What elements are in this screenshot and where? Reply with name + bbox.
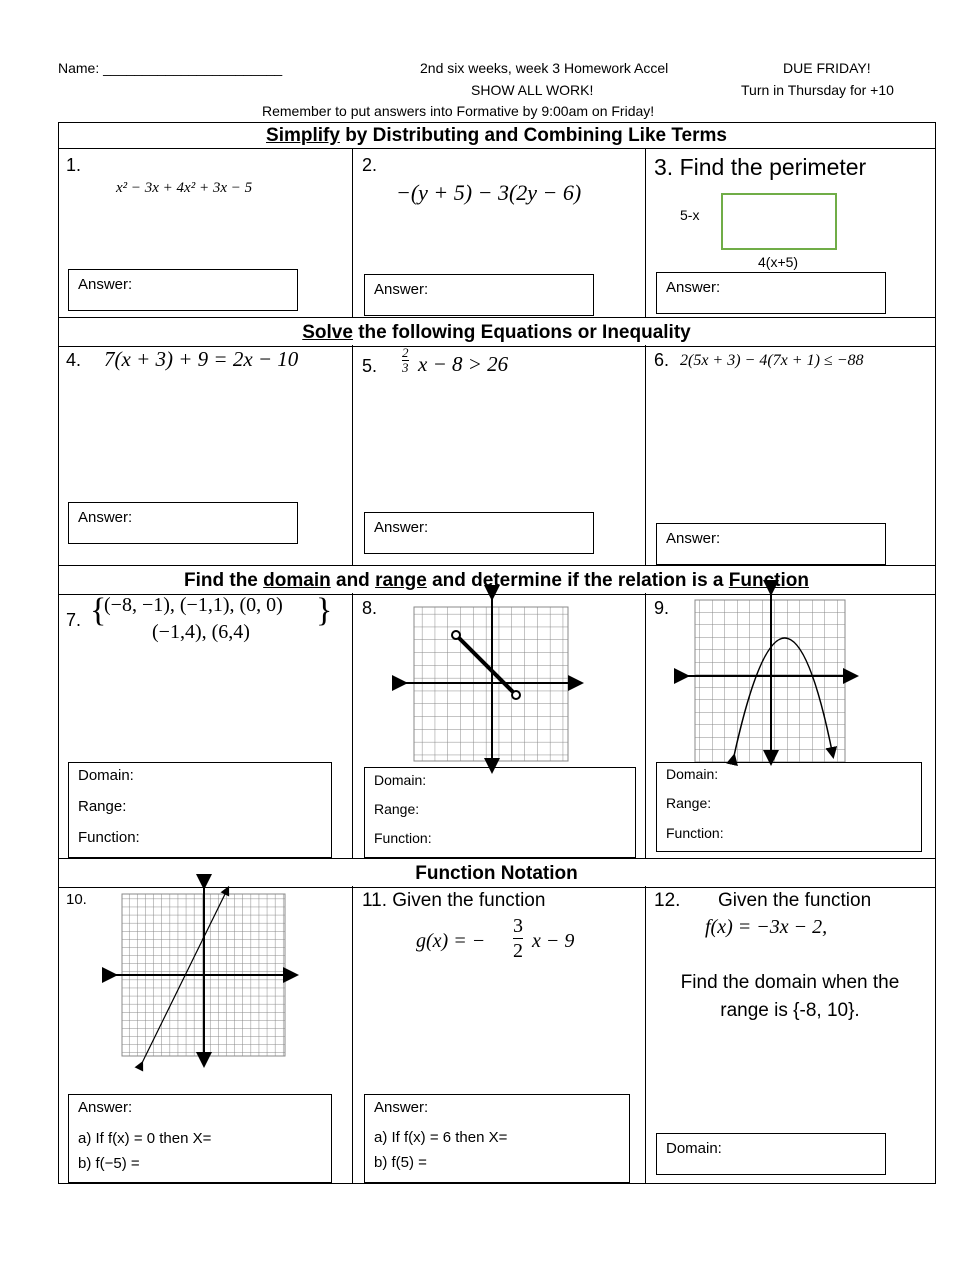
problem-5-expression: x − 8 > 26: [418, 352, 509, 376]
problem-2-number: 2.: [362, 155, 378, 175]
domain-range-box-8[interactable]: Domain: Range: Function:: [364, 767, 636, 858]
problem-7-number: 7.: [66, 610, 82, 630]
open-point: [512, 691, 520, 699]
answer-box-1[interactable]: Answer:: [68, 269, 298, 311]
answer-box-11[interactable]: Answer: a) If f(x) = 6 then X= b) f(5) =: [364, 1094, 630, 1183]
graph-10: [114, 886, 295, 1064]
problem-3-text: 3. Find the perimeter: [654, 154, 867, 180]
problem-6-expression: 2(5x + 3) − 4(7x + 1) ≤ −88: [680, 352, 864, 369]
problem-4-expression: 7(x + 3) + 9 = 2x − 10: [104, 347, 299, 371]
answer-box-3[interactable]: Answer:: [656, 272, 886, 314]
domain-range-box-7[interactable]: Domain: Range: Function:: [68, 762, 332, 858]
problem-12-question-2: range is {-8, 10}.: [720, 1000, 860, 1021]
problem-9-number: 9.: [654, 598, 670, 618]
relation-line-1: (−8, −1), (−1,1), (0, 0): [104, 594, 283, 616]
problem-6-number: 6.: [654, 350, 670, 370]
g-lhs: g(x) = −: [416, 930, 486, 952]
problem-1-expression: x² − 3x + 4x² + 3x − 5: [116, 180, 253, 196]
reminder: Remember to put answers into Formative by 9:00am on Friday!: [262, 103, 655, 119]
relation-line-2: (−1,4), (6,4): [152, 621, 250, 643]
problem-2-expression: −(y + 5) − 3(2y − 6): [396, 180, 582, 205]
answer-box-5[interactable]: Answer:: [364, 512, 594, 554]
domain-box-12[interactable]: Domain:: [656, 1133, 886, 1175]
section-simplify: Simplify by Distributing and Combining Like Terms: [266, 125, 727, 146]
problem-8-number: 8.: [362, 598, 378, 618]
section-domain-range: Find the domain and range and determine if the relation is a Function: [58, 565, 935, 595]
title: 2nd six weeks, week 3 Homework Accel: [420, 60, 669, 76]
answer-box-4[interactable]: Answer:: [68, 502, 298, 544]
answer-box-2[interactable]: Answer:: [364, 274, 594, 316]
answer-box-6[interactable]: Answer:: [656, 523, 886, 565]
problem-12-number: 12.: [654, 890, 681, 911]
problem-5-number: 5.: [362, 356, 378, 376]
right-brace: }: [316, 592, 333, 629]
bonus: Turn in Thursday for +10: [741, 82, 894, 98]
rect-side-label: 5-x: [680, 207, 700, 223]
problem-11-text: 11. Given the function: [362, 890, 546, 911]
answer-box-10[interactable]: Answer: a) If f(x) = 0 then X= b) f(−5) =: [68, 1094, 332, 1183]
problem-12-question-1: Find the domain when the: [680, 972, 900, 993]
section-solve: Solve the following Equations or Inequality: [58, 317, 935, 347]
left-brace: {: [90, 592, 107, 629]
problem-10-number: 10.: [66, 891, 87, 908]
show-work: SHOW ALL WORK!: [471, 82, 594, 98]
problem-1-number: 1.: [66, 155, 82, 175]
problem-5-fraction: 2 3: [402, 345, 409, 375]
g-rhs: x − 9: [532, 930, 575, 952]
problem-12-text: Given the function: [718, 890, 872, 911]
g-fraction: 3 2: [513, 915, 523, 962]
due: DUE FRIDAY!: [783, 60, 871, 76]
domain-range-box-9[interactable]: Domain: Range: Function:: [656, 762, 922, 852]
problem-4-number: 4.: [66, 350, 82, 370]
rect-bottom-label: 4(x+5): [758, 254, 799, 270]
graph-9: [686, 592, 855, 762]
open-point: [452, 631, 460, 639]
name-field: Name: _______________________: [58, 60, 283, 76]
section-function-notation: Function Notation: [58, 858, 935, 888]
graph-8: [404, 597, 580, 770]
problem-12-expression: f(x) = −3x − 2,: [705, 916, 828, 938]
